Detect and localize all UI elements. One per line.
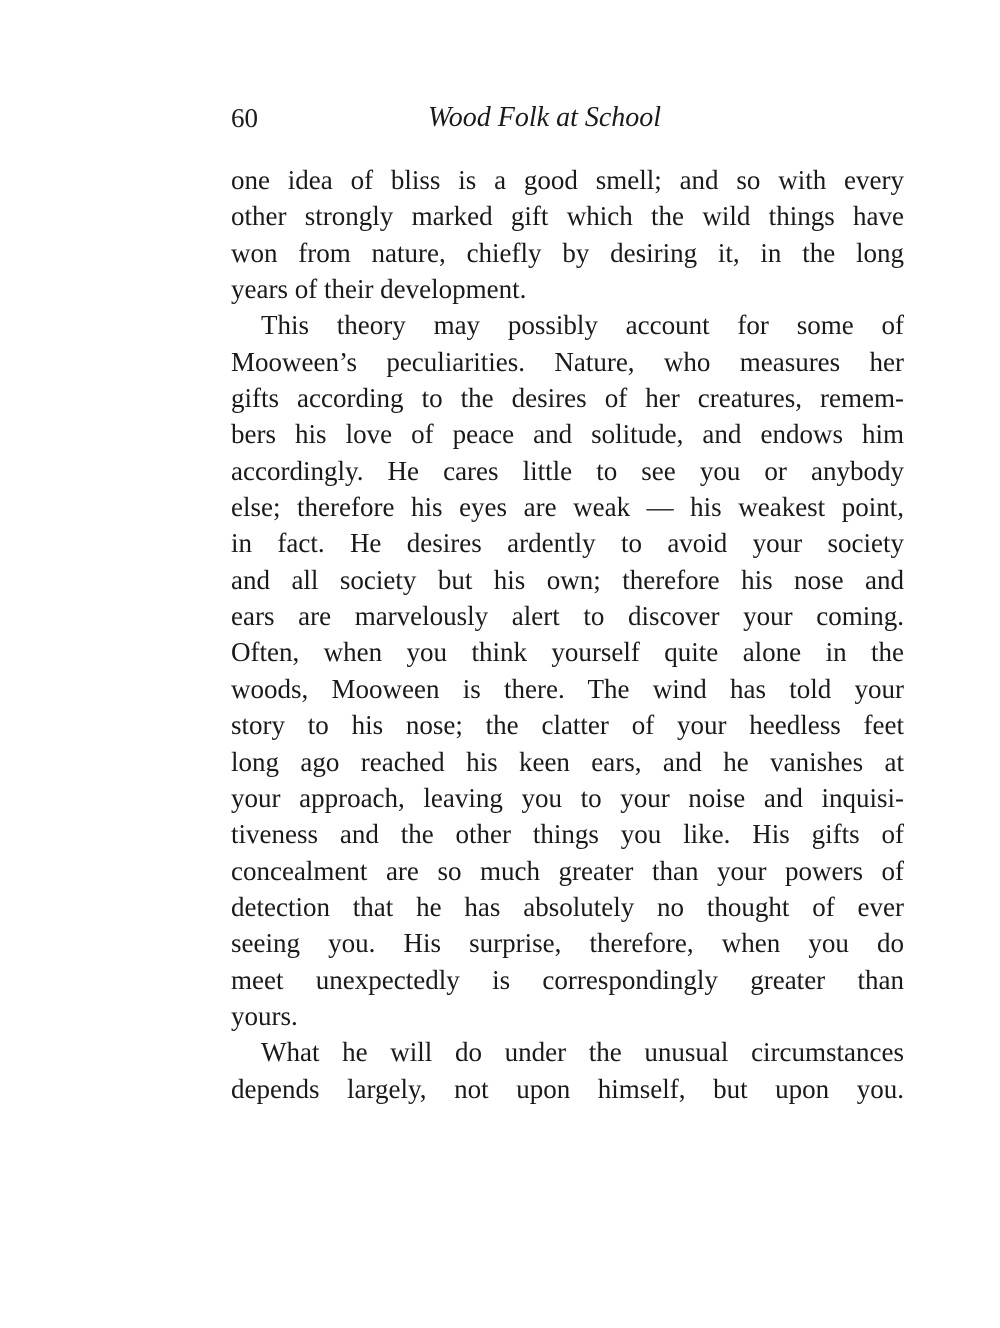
text-line: seeing you. His surprise, therefore, when you do bbox=[231, 928, 904, 959]
page-number: 60 bbox=[231, 103, 258, 133]
text-line: in fact. He desires ardently to avoid your society bbox=[231, 528, 904, 559]
text-line: bers his love of peace and solitude, and endows him bbox=[231, 419, 904, 450]
text-line: years of their development. bbox=[231, 274, 527, 305]
text-line: other strongly marked gift which the wild things have bbox=[231, 201, 904, 232]
text-line: gifts according to the desires of her creatures, remem- bbox=[231, 383, 904, 414]
text-line: depends largely, not upon himself, but upon you. bbox=[231, 1073, 904, 1104]
text-line: one idea of bliss is a good smell; and so with every bbox=[231, 165, 904, 195]
text-line: concealment are so much greater than your powers of bbox=[231, 855, 904, 886]
text-line: yours. bbox=[231, 1000, 298, 1031]
text-line: and all society but his own; therefore his nose and bbox=[231, 564, 904, 595]
running-head bbox=[231, 98, 904, 138]
text-line: tiveness and the other things you like. His gifts of bbox=[231, 819, 904, 850]
text-line: Often, when you think yourself quite alone in the bbox=[231, 637, 904, 668]
text-line: This theory may possibly account for some of bbox=[261, 310, 904, 341]
text-line: woods, Mooween is there. The wind has told your bbox=[231, 673, 904, 704]
text-line: meet unexpectedly is correspondingly greater than bbox=[231, 964, 904, 995]
text-line: story to his nose; the clatter of your heedless feet bbox=[231, 710, 904, 741]
text-line: What he will do under the unusual circumstances bbox=[261, 1037, 904, 1068]
text-line: detection that he has absolutely no thought of ever bbox=[231, 891, 904, 922]
text-line: long ago reached his keen ears, and he vanishes at bbox=[231, 746, 904, 777]
body-text bbox=[231, 162, 904, 1107]
text-line: accordingly. He cares little to see you or anybody bbox=[231, 455, 904, 486]
text-line: won from nature, chiefly by desiring it, in the long bbox=[231, 237, 904, 268]
running-title: Wood Folk at School bbox=[428, 102, 662, 133]
text-line: Mooween’s peculiarities. Nature, who measures her bbox=[231, 346, 904, 377]
text-line: ears are marvelously alert to discover your coming. bbox=[231, 601, 904, 632]
text-line: your approach, leaving you to your noise and inquisi- bbox=[231, 782, 904, 813]
text-line: else; therefore his eyes are weak — his weakest point, bbox=[231, 492, 904, 523]
